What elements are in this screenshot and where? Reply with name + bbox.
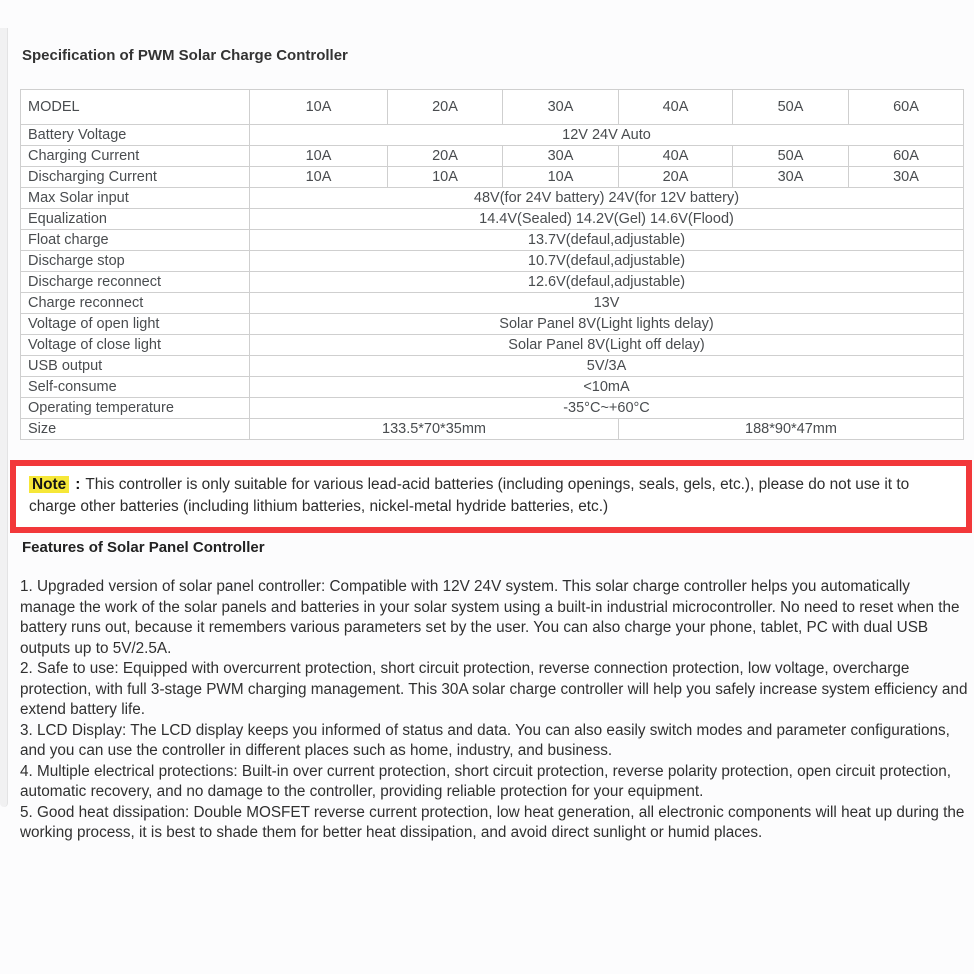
- note-highlight-label: Note: [29, 476, 69, 493]
- cell-value: 40A: [619, 146, 733, 167]
- row-label: Discharge reconnect: [21, 272, 250, 293]
- cell-value: 10A: [250, 146, 388, 167]
- row-label: Battery Voltage: [21, 125, 250, 146]
- cell-value: Solar Panel 8V(Light off delay): [250, 335, 964, 356]
- row-label: Max Solar input: [21, 188, 250, 209]
- cell-value: 30A: [733, 167, 849, 188]
- row-label: Discharging Current: [21, 167, 250, 188]
- cell-value: 12V 24V Auto: [250, 125, 964, 146]
- cell-value: 30A: [503, 146, 619, 167]
- cell-value: 10.7V(defaul,adjustable): [250, 251, 964, 272]
- cell-value: 13V: [250, 293, 964, 314]
- note-colon: :: [75, 476, 81, 493]
- cell-value: 10A: [503, 167, 619, 188]
- header-model-cell: 10A: [250, 90, 388, 125]
- cell-value: 133.5*70*35mm: [250, 419, 619, 440]
- note-text: This controller is only suitable for various lead-acid batteries (including openings, seals, gels, etc.), please do not use it to charge other batteries (including lithium batteries, nickel-metal hydride batteries, etc.): [29, 476, 910, 515]
- cell-value: -35°C~+60°C: [250, 398, 964, 419]
- row-label: Self-consume: [21, 377, 250, 398]
- row-label: Charging Current: [21, 146, 250, 167]
- table-row: [21, 188, 964, 209]
- header-model-label: MODEL: [21, 90, 250, 125]
- row-label: Equalization: [21, 209, 250, 230]
- row-label: Charge reconnect: [21, 293, 250, 314]
- spec-section-title: Specification of PWM Solar Charge Controller: [22, 47, 348, 64]
- row-label: USB output: [21, 356, 250, 377]
- feature-item: 4. Multiple electrical protections: Built-in over current protection, short circuit protection, reverse polarity protection, open circuit protection, automatic recovery, and no damage to the controller, providing reliable protection for your equipment.: [20, 762, 951, 800]
- header-model-cell: 40A: [619, 90, 733, 125]
- table-row: [21, 356, 964, 377]
- cell-value: 13.7V(defaul,adjustable): [250, 230, 964, 251]
- header-model-cell: 20A: [388, 90, 503, 125]
- features-list: [20, 577, 968, 844]
- table-row: [21, 314, 964, 335]
- row-label: Float charge: [21, 230, 250, 251]
- row-label: Voltage of close light: [21, 335, 250, 356]
- cell-value: 5V/3A: [250, 356, 964, 377]
- feature-item: 5. Good heat dissipation: Double MOSFET reverse current protection, low heat generation, all electronic components will heat up during the working process, it is best to shade them for better heat dissipation, and avoid direct sunlight or humid places.: [20, 803, 965, 841]
- table-row: [21, 251, 964, 272]
- row-label: Discharge stop: [21, 251, 250, 272]
- cell-value: 50A: [733, 146, 849, 167]
- table-row: [21, 293, 964, 314]
- note-box: [10, 460, 972, 533]
- header-model-cell: 60A: [849, 90, 964, 125]
- cell-value: 20A: [388, 146, 503, 167]
- row-label: Operating temperature: [21, 398, 250, 419]
- table-row: [21, 419, 964, 440]
- table-row: [21, 146, 964, 167]
- cell-value: <10mA: [250, 377, 964, 398]
- cell-value: 188*90*47mm: [619, 419, 964, 440]
- features-section-title: Features of Solar Panel Controller: [22, 539, 265, 556]
- table-header-row: [21, 90, 964, 125]
- row-label: Size: [21, 419, 250, 440]
- cell-value: 30A: [849, 167, 964, 188]
- table-row: [21, 230, 964, 251]
- cell-value: 12.6V(defaul,adjustable): [250, 272, 964, 293]
- feature-item: 3. LCD Display: The LCD display keeps you informed of status and data. You can also easily switch modes and parameter configurations, and you can use the controller in different places such as home, industry, and business.: [20, 721, 950, 759]
- cell-value: 20A: [619, 167, 733, 188]
- table-row: [21, 377, 964, 398]
- spec-table: [20, 89, 964, 440]
- table-row: [21, 335, 964, 356]
- cell-value: Solar Panel 8V(Light lights delay): [250, 314, 964, 335]
- feature-item: 1. Upgraded version of solar panel controller: Compatible with 12V 24V system. This solar charge controller helps you automatically manage the work of the solar panels and batteries in your solar system using a built-in industrial microcontroller. No need to reset when the battery runs out, because it remembers various parameters set by the user. You can also charge your phone, tablet, PC with dual USB outputs up to 5V/2.5A.: [20, 578, 960, 657]
- cell-value: 60A: [849, 146, 964, 167]
- table-row: [21, 272, 964, 293]
- feature-item: 2. Safe to use: Equipped with overcurrent protection, short circuit protection, reverse connection protection, low voltage, overcharge protection, with full 3-stage PWM charging management. This 30A solar charge controller will help you safely increase system efficiency and extend battery life.: [20, 660, 968, 718]
- table-row: [21, 209, 964, 230]
- table-row: [21, 167, 964, 188]
- header-model-cell: 50A: [733, 90, 849, 125]
- cell-value: 10A: [388, 167, 503, 188]
- header-model-cell: 30A: [503, 90, 619, 125]
- cell-value: 14.4V(Sealed) 14.2V(Gel) 14.6V(Flood): [250, 209, 964, 230]
- row-label: Voltage of open light: [21, 314, 250, 335]
- cell-value: 48V(for 24V battery) 24V(for 12V battery): [250, 188, 964, 209]
- table-row: [21, 125, 964, 146]
- cell-value: 10A: [250, 167, 388, 188]
- table-row: [21, 398, 964, 419]
